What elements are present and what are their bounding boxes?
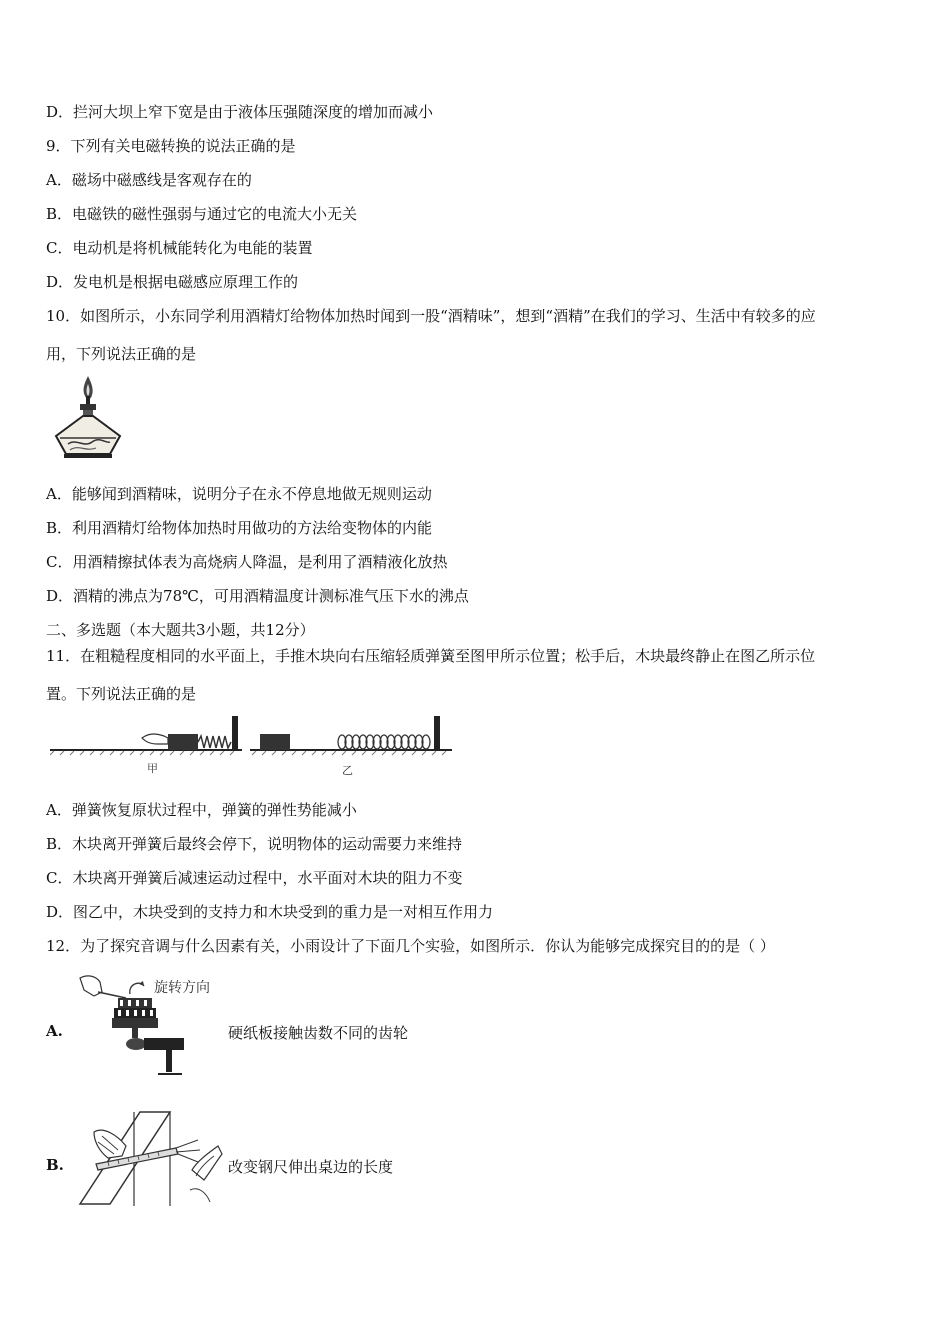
q11-stem-line2: 置。下列说法正确的是 bbox=[46, 685, 197, 703]
q12-option-b-text: 改变钢尺伸出桌边的长度 bbox=[228, 1158, 394, 1176]
q11-option-c: C．木块离开弹簧后减速运动过程中，水平面对木块的阻力不变 bbox=[46, 869, 463, 887]
q11-option-d: D．图乙中，木块受到的支持力和木块受到的重力是一对相互作用力 bbox=[46, 903, 494, 921]
figure-label-jia: 甲 bbox=[147, 762, 158, 775]
q8-option-d: D．拦河大坝上窄下宽是由于液体压强随深度的增加而减小 bbox=[46, 103, 434, 121]
section-2-title: 二、多选题（本大题共3小题，共12分） bbox=[46, 621, 315, 639]
spring-block-figure bbox=[50, 714, 452, 778]
q12-option-a-label: A. bbox=[46, 1022, 63, 1040]
q12-stem: 12．为了探究音调与什么因素有关，小雨设计了下面几个实验，如图所示．你认为能够完成探究目的的是（ ） bbox=[46, 937, 775, 955]
q9-option-a: A．磁场中磁感线是客观存在的 bbox=[46, 171, 252, 189]
q10-option-d: D．酒精的沸点为78℃，可用酒精温度计测标准气压下水的沸点 bbox=[46, 587, 469, 605]
q9-stem: 9．下列有关电磁转换的说法正确的是 bbox=[46, 137, 296, 155]
q11-option-a: A．弹簧恢复原状过程中，弹簧的弹性势能减小 bbox=[46, 801, 357, 819]
q10-option-a: A．能够闻到酒精味，说明分子在永不停息地做无规则运动 bbox=[46, 485, 432, 503]
q9-option-c: C．电动机是将机械能转化为电能的装置 bbox=[46, 239, 313, 257]
q10-stem-line1: 10．如图所示，小东同学利用酒精灯给物体加热时闻到一股“酒精味”，想到“酒精”在我们的学习、生活中有较多的应 bbox=[46, 307, 816, 325]
q11-option-b: B．木块离开弹簧后最终会停下，说明物体的运动需要力来维持 bbox=[46, 835, 463, 853]
rotation-direction-caption: 旋转方向 bbox=[154, 980, 210, 996]
q10-option-b: B．利用酒精灯给物体加热时用做功的方法给变物体的内能 bbox=[46, 519, 433, 537]
q9-option-d: D．发电机是根据电磁感应原理工作的 bbox=[46, 273, 299, 291]
q10-stem-line2: 用，下列说法正确的是 bbox=[46, 345, 197, 363]
q12-option-b-label: B. bbox=[46, 1156, 64, 1174]
q10-option-c: C．用酒精擦拭体表为高烧病人降温，是利用了酒精液化放热 bbox=[46, 553, 448, 571]
ruler-experiment-figure bbox=[74, 1106, 224, 1212]
q12-option-a-text: 硬纸板接触齿数不同的齿轮 bbox=[228, 1024, 409, 1042]
gear-experiment-figure bbox=[74, 970, 228, 1076]
figure-label-yi: 乙 bbox=[342, 764, 353, 777]
alcohol-lamp-figure bbox=[50, 372, 126, 462]
q9-option-b: B．电磁铁的磁性强弱与通过它的电流大小无关 bbox=[46, 205, 358, 223]
q11-stem-line1: 11．在粗糙程度相同的水平面上，手推木块向右压缩轻质弹簧至图甲所示位置；松手后，木块最终静止在图乙所示位 bbox=[46, 647, 816, 665]
